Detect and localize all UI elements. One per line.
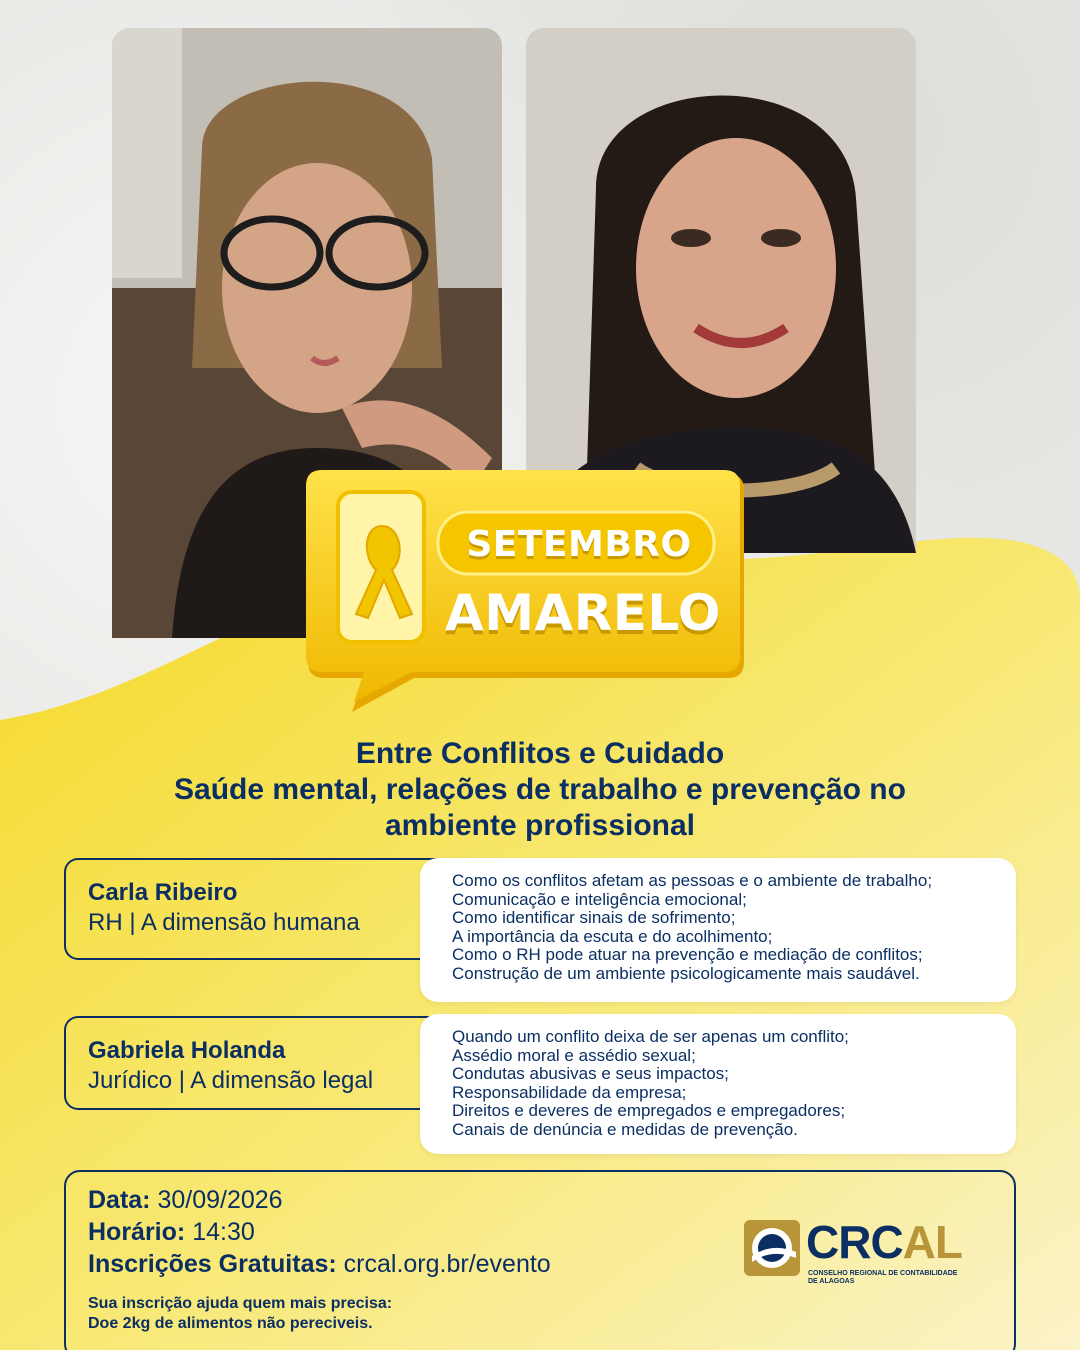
- title-line-2: Saúde mental, relações de trabalho e prevenção no: [174, 773, 906, 806]
- topic-item: Como o RH pode atuar na prevenção e mediação de conflitos;: [452, 945, 923, 965]
- speaker-role: RH | A dimensão humana: [88, 909, 360, 936]
- title-line-1: Entre Conflitos e Cuidado: [355, 737, 725, 770]
- topic-item: Direitos e deveres de empregados e empregadores;: [452, 1101, 846, 1121]
- topic-item: Condutas abusivas e seus impactos;: [452, 1064, 729, 1084]
- topics-card-carla: [420, 858, 1016, 1002]
- topic-item: Canais de denúncia e medidas de prevenção.: [452, 1119, 798, 1139]
- time-value: 14:30: [192, 1218, 255, 1246]
- topic-item: Como os conflitos afetam as pessoas e o ambiente de trabalho;: [452, 871, 933, 890]
- speaker-role: Jurídico | A dimensão legal: [88, 1067, 374, 1094]
- topic-item: Comunicação e inteligência emocional;: [452, 889, 747, 909]
- time-label: Horário:: [88, 1218, 186, 1246]
- topics-card-gabriela: [420, 1014, 1016, 1154]
- setembro-amarelo-badge: [304, 466, 748, 714]
- speaker-card-carla: [64, 858, 444, 960]
- title-line-3: ambiente profissional: [384, 809, 696, 842]
- signup-label: Inscrições Gratuitas:: [88, 1250, 337, 1278]
- topic-item: Assédio moral e assédio sexual;: [452, 1045, 696, 1065]
- note-line-2: Doe 2kg de alimentos não pereciveis.: [88, 1315, 373, 1332]
- topic-item: Quando um conflito deixa de ser apenas um conflito;: [452, 1027, 849, 1046]
- crcal-wordmark: CRCAL: [806, 1216, 962, 1268]
- topic-item: Responsabilidade da empresa;: [452, 1082, 687, 1102]
- signup-link[interactable]: crcal.org.br/evento: [343, 1250, 551, 1278]
- speaker-card-gabriela: [64, 1016, 444, 1110]
- crcal-logo: [742, 1214, 962, 1294]
- note-line-1: Sua inscrição ajuda quem mais precisa:: [88, 1295, 393, 1312]
- date-value: 30/09/2026: [157, 1186, 283, 1214]
- crcal-emblem-icon: [742, 1218, 802, 1278]
- speaker-name: Gabriela Holanda: [88, 1037, 286, 1064]
- topic-item: Construção de um ambiente psicologicamente mais saudável.: [452, 963, 920, 983]
- topic-item: A importância da escuta e do acolhimento;: [452, 926, 773, 946]
- crcal-subtitle: CONSELHO REGIONAL DE CONTABILIDADE DE ALAGOAS: [808, 1270, 958, 1285]
- event-title: [60, 736, 1020, 844]
- badge-line-amarelo: AMARELO: [445, 584, 721, 642]
- badge-line-setembro: SETEMBRO: [466, 524, 692, 565]
- speaker-name: Carla Ribeiro: [88, 879, 238, 906]
- event-date: [88, 1184, 1014, 1216]
- donation-note: [88, 1294, 1014, 1334]
- date-label: Data:: [88, 1186, 151, 1214]
- topic-item: Como identificar sinais de sofrimento;: [452, 908, 736, 928]
